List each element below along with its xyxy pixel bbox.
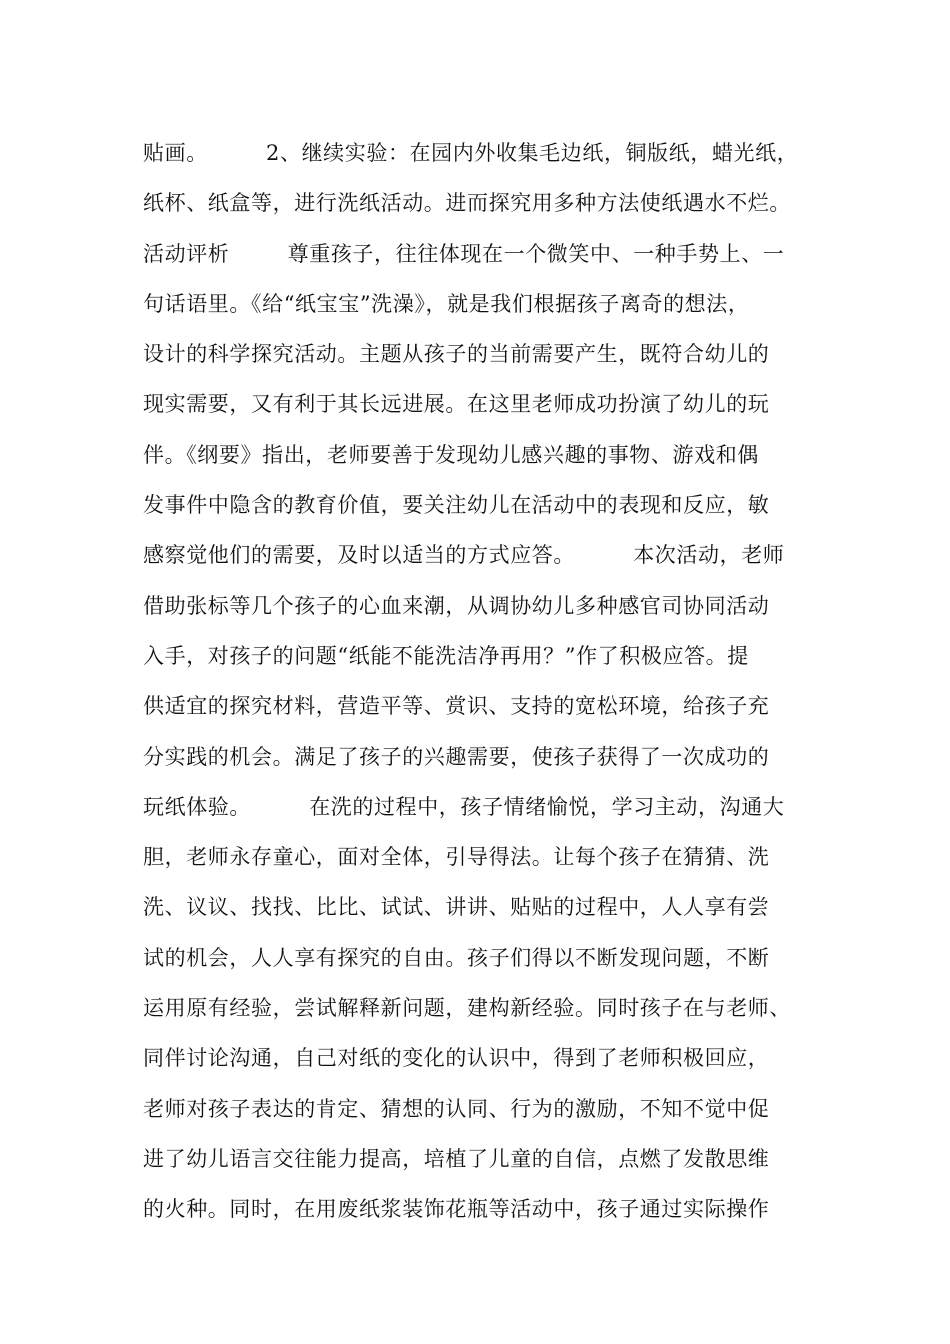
text-line: 借助张标等几个孩子的心血来潮，从调协幼儿多种感官司协同活动 [143,593,770,618]
text-line: 入手，对孩子的问题“纸能不能洗洁净再用？”作了积极应答。提 [143,643,749,668]
text-line: 洗、议议、找找、比比、试试、讲讲、贴贴的过程中，人人享有尝 [143,895,770,920]
text-line: 设计的科学探究活动。主题从孩子的当前需要产生，既符合幼儿的 [143,342,770,367]
text-line: 老师对孩子表达的肯定、猜想的认同、行为的激励，不知不觉中促 [143,1096,770,1121]
text-line: 胆，老师永存童心，面对全体，引导得法。让每个孩子在猜猜、洗 [143,845,770,870]
document-body-text [143,128,823,1235]
text-line: 伴。《纲要》指出，老师要善于发现幼儿感兴趣的事物、游戏和偶 [143,442,759,467]
text-line: 分实践的机会。满足了孩子的兴趣需要，使孩子获得了一次成功的 [143,744,770,769]
text-line: 发事件中隐含的教育价值，要关注幼儿在活动中的表现和反应，敏 [143,493,770,518]
text-line: 活动评析 尊重孩子，往往体现在一个微笑中、一种手势上、一 [143,241,785,266]
text-line: 纸杯、纸盒等，进行洗纸活动。进而探究用多种方法使纸遇水不烂。 [143,191,791,216]
text-line: 的火种。同时，在用废纸浆装饰花瓶等活动中，孩子通过实际操作 [143,1197,770,1222]
text-line: 贴画。 2、继续实验：在园内外收集毛边纸，铜版纸，蜡光纸， [143,141,799,165]
text-line: 试的机会，人人享有探究的自由。孩子们得以不断发现问题，不断 [143,945,770,970]
text-line: 进了幼儿语言交往能力提高，培植了儿童的自信，点燃了发散思维 [143,1146,770,1171]
text-line: 玩纸体验。 在洗的过程中，孩子情绪愉悦，学习主动，沟通大 [143,794,785,819]
text-line: 句话语里。《给“纸宝宝”洗澡》，就是我们根据孩子离奇的想法， [143,291,750,316]
text-line: 现实需要，又有利于其长远进展。在这里老师成功扮演了幼儿的玩 [143,392,770,417]
text-line: 感察觉他们的需要，及时以适当的方式应答。 本次活动，老师 [143,543,785,568]
text-line: 同伴讨论沟通，自己对纸的变化的认识中，得到了老师积极回应， [143,1046,770,1071]
text-line: 运用原有经验，尝试解释新问题，建构新经验。同时孩子在与老师、 [143,996,791,1021]
text-line: 供适宜的探究材料，营造平等、赏识、支持的宽松环境，给孩子充 [143,694,770,719]
